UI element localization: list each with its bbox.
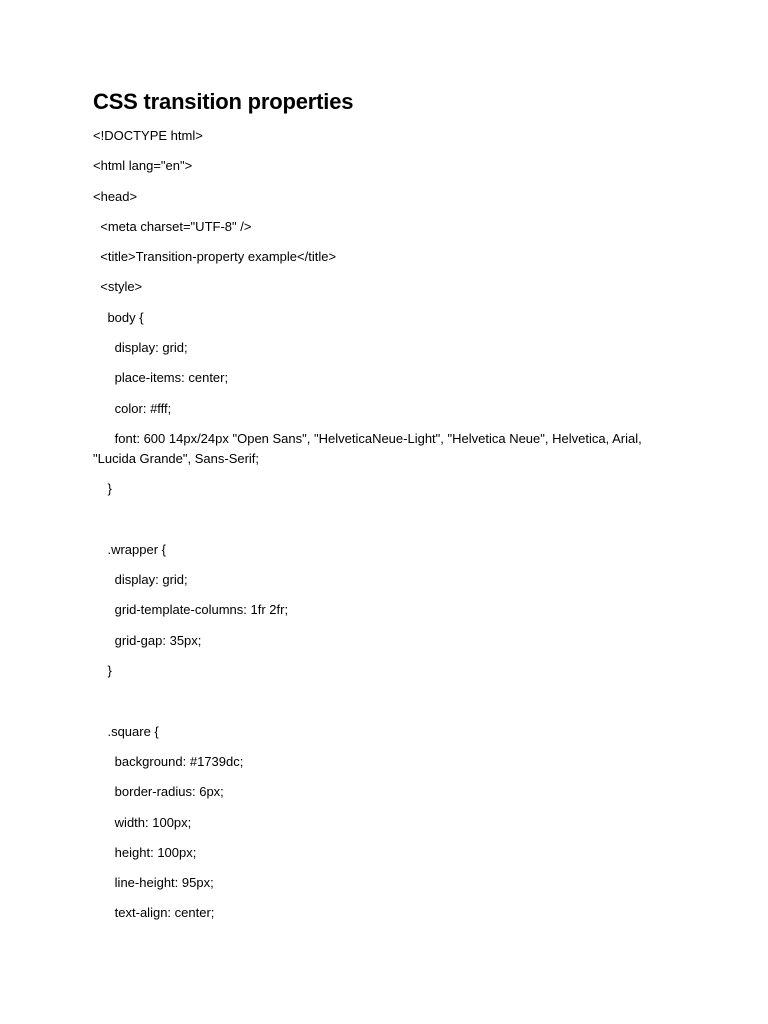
code-line: .wrapper { [93, 541, 166, 557]
code-line: <!DOCTYPE html> [93, 128, 203, 143]
code-line: <head> [93, 188, 138, 204]
code-line [93, 510, 673, 530]
code-line: display: grid; [93, 340, 188, 356]
code-line: <title>Transition-property example</title> [93, 249, 337, 265]
code-line: grid-template-columns: 1fr 2fr; [93, 602, 289, 618]
code-line: <meta charset="UTF-8" /> [93, 218, 252, 234]
code-line: place-items: center; [93, 370, 229, 386]
code-line: color: #fff; [93, 400, 172, 416]
code-line: width: 100px; [93, 814, 192, 830]
code-line: body { [93, 309, 144, 325]
document-title: CSS transition properties [93, 89, 354, 114]
code-line: grid-gap: 35px; [93, 632, 202, 648]
code-line: display: grid; [93, 572, 188, 588]
code-line: height: 100px; [93, 844, 197, 860]
code-line: line-height: 95px; [93, 875, 214, 891]
code-line: <style> [93, 279, 143, 295]
code-listing [93, 126, 673, 934]
code-line: background: #1739dc; [93, 753, 244, 769]
code-line: <html lang="en"> [93, 158, 193, 174]
code-line: } [93, 481, 112, 497]
code-line: text-align: center; [93, 905, 215, 921]
code-line: .square { [93, 723, 159, 739]
code-line: border-radius: 6px; [93, 784, 224, 800]
code-line: font: 600 14px/24px "Open Sans", "HelveticaNeue-Light", "Helvetica Neue", Helvetica, Arial, "Lucida Grande", Sans-Serif; [93, 430, 646, 466]
code-line [93, 691, 673, 711]
code-line: } [93, 663, 112, 679]
